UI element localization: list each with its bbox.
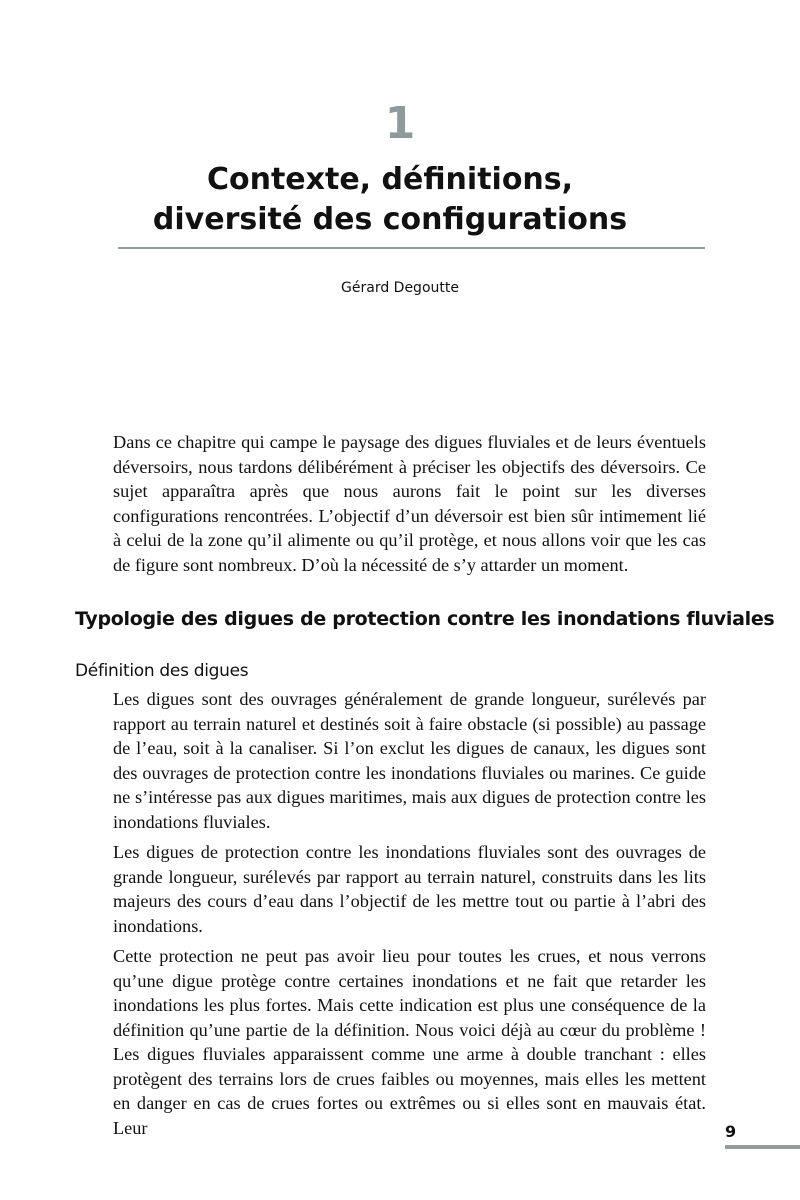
section-heading: Typologie des digues de protection contre les inondations fluviales — [75, 608, 775, 630]
body-paragraph: Cette protection ne peut pas avoir lieu pour toutes les crues, et nous verrons qu’une digue protège contre certaines inondations et ne fait que retarder les inondations les plus fortes. Mais cette indication est plus une conséquence de la définition qu’une partie de la définition. Nous voici déjà au cœur du problème ! Les digues fluviales apparaissent comme une arme à double tranchant : elles protègent des terrains lors de crues faibles ou moyennes, mais elles les mettent en danger en cas de crues fortes ou extrêmes ou si elles sont en mauvais état. Leur — [113, 946, 706, 1138]
chapter-number: 1 — [384, 98, 416, 149]
subsection-heading: Définition des digues — [75, 661, 249, 681]
intro-paragraph — [113, 430, 706, 577]
intro-text: Dans ce chapitre qui campe le paysage des digues fluviales et de leurs éventuels déversoirs, nous tardons délibérément à préciser les objectifs des déversoirs. Ce sujet apparaîtra après que nous aurons fait le point sur les diverses configurations rencontrées. L’objectif d’un déversoir est bien sûr intimement lié à celui de la zone qu’il alimente ou qu’il protège, et nous allons voir que les cas de figure sont nombreux. D’où la nécessité de s’y attarder un moment. — [113, 432, 706, 575]
page-number: 9 — [725, 1122, 737, 1141]
footer-bar — [725, 1145, 800, 1149]
chapter-author: Gérard Degoutte — [341, 280, 459, 296]
chapter-title-line-1: Contexte, définitions, — [206, 162, 574, 197]
chapter-title-line-2: diversité des configurations — [152, 202, 628, 237]
chapter-title — [0, 160, 780, 240]
body-paragraph: Les digues sont des ouvrages généralement de grande longueur, surélevés par rapport au terrain naturel et destinés soit à faire obstacle (si possible) au passage de l’eau, soit à la canaliser. Si l’on exclut les digues de canaux, les digues sont des ouvrages de protection contre les inondations fluviales ou marines. Ce guide ne s’intéresse pas aux digues maritimes, mais aux digues de protection contre les inondations fluviales. — [113, 689, 706, 832]
body-paragraph: Les digues de protection contre les inondations fluviales sont des ouvrages de grande longueur, surélevés par rapport au terrain naturel, construits dans les lits majeurs des cours d’eau dans l’objectif de les mettre tout ou partie à l’abri des inondations. — [113, 842, 706, 936]
section-body — [113, 687, 706, 1146]
title-divider — [118, 247, 705, 249]
